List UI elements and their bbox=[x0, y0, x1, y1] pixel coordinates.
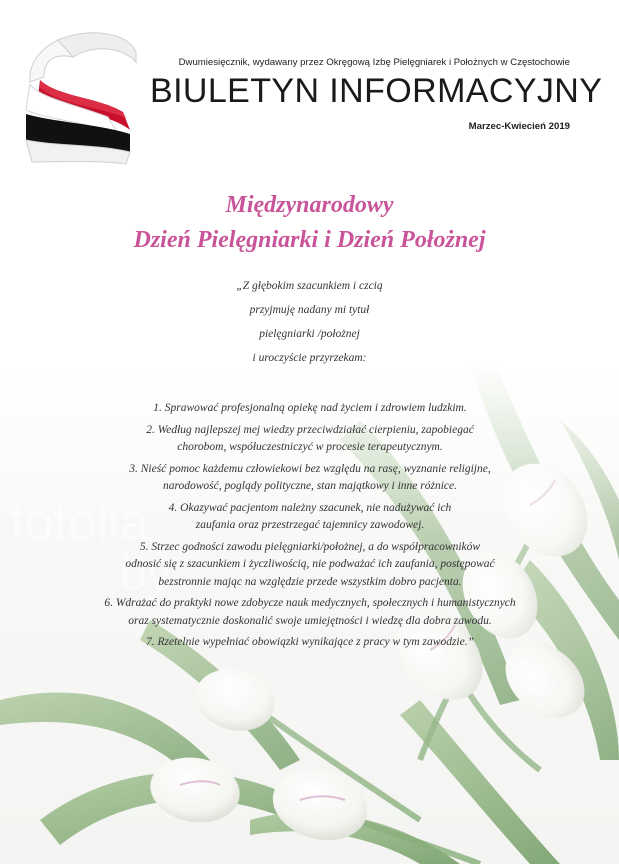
oath-item-text: 7. Rzetelnie wypełniać obowiązki wynikające z pracy w tym zawodzie.” bbox=[145, 636, 474, 648]
oath-item-4 bbox=[40, 500, 580, 535]
oath-item-text: chorobom, współuczestniczyć w procesie terapeutycznym. bbox=[177, 441, 443, 453]
oath-item-text: oraz systematycznie doskonalić swoje umiejętności i wiedzę dla dobra zawodu. bbox=[128, 614, 492, 627]
page-title-line-1: Międzynarodowy bbox=[225, 192, 394, 218]
ribbon-s-logo bbox=[18, 22, 138, 172]
oath-item-text: 6. Wdrażać do praktyki nowe zdobycze nauk medycznych, społecznych i humanistycznych bbox=[104, 597, 516, 609]
oath-item-text: 2. Według najlepszej mej wiedzy przeciwdziałać cierpieniu, zapobiegać bbox=[146, 423, 474, 436]
oath-item-6 bbox=[40, 595, 580, 630]
oath-item-text: bezstronnie mając na względzie przede wszystkim dobro pacjenta. bbox=[158, 575, 462, 588]
issue-date: Marzec-Kwiecień 2019 bbox=[468, 121, 570, 132]
oath-item-text: 4. Okazywać pacjentom należny szacunek, nie nadużywać ich bbox=[168, 501, 452, 514]
oath-item-2 bbox=[40, 422, 580, 457]
oath-item-text: 5. Strzec godności zawodu pielęgniarki/położnej, a do współpracowników bbox=[139, 540, 481, 553]
masthead-title: BIULETYN INFORMACYJNY bbox=[150, 72, 603, 110]
oath-item-text: zaufania oraz przestrzegać tajemnicy zawodowej. bbox=[195, 519, 425, 531]
intro-line-2: przyjmuję nadany mi tytuł bbox=[249, 304, 370, 316]
oath-item-text: odnosić się z szacunkiem i życzliwością, nie podważać ich zaufania, postępować bbox=[125, 558, 495, 570]
page-title-line-2: Dzień Pielęgniarki i Dzień Położnej bbox=[133, 227, 486, 253]
oath-item-text: narodowość, poglądy polityczne, stan majątkowy i inne różnice. bbox=[162, 480, 458, 492]
intro-line-1: „Z głębokim szacunkiem i czcią bbox=[236, 280, 383, 292]
oath-item-3 bbox=[40, 461, 580, 496]
oath-item-text: 1. Sprawować profesjonalną opiekę nad życiem i zdrowiem ludzkim. bbox=[153, 402, 467, 414]
intro-line-3: pielęgniarki /położnej bbox=[259, 328, 360, 340]
oath-item-5 bbox=[40, 539, 580, 592]
publisher-subtitle: Dwumiesięcznik, wydawany przez Okręgową Izbę Pielęgniarek i Położnych w Częstochowie bbox=[178, 57, 570, 68]
intro-line-4: i uroczyście przyrzekam: bbox=[252, 352, 367, 364]
oath-list bbox=[40, 400, 580, 656]
watermark-text-2: by bbox=[120, 548, 171, 601]
oath-item-text: 3. Nieść pomoc każdemu człowiekowi bez względu na rasę, wyznanie religijne, bbox=[129, 462, 491, 475]
oath-item-7 bbox=[40, 634, 580, 652]
watermark-text: fotolia bbox=[10, 494, 149, 552]
oath-item-1 bbox=[40, 400, 580, 418]
